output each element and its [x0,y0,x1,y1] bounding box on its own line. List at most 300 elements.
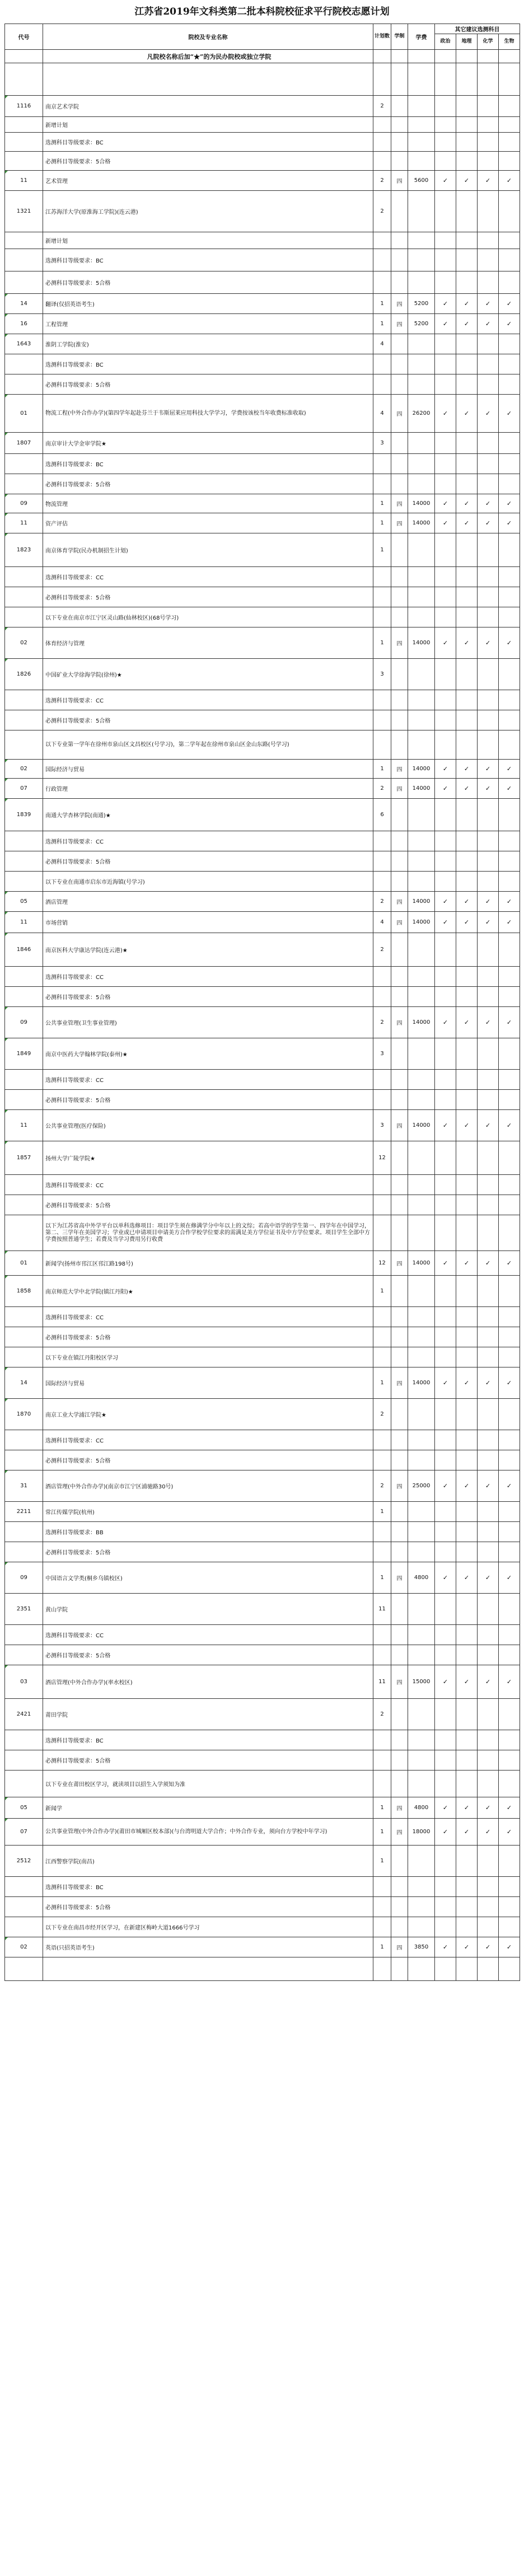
table-row [5,587,520,607]
row-fee: 14000 [408,779,435,799]
row-plan-count [373,1730,391,1750]
row-fee: 14000 [408,760,435,779]
table-row [5,1450,520,1470]
row-subject-check [456,851,478,872]
row-fee [408,1141,435,1175]
table-row [5,454,520,474]
row-length [391,1347,408,1367]
row-code: 1858 [5,1276,43,1307]
row-code: 11 [5,171,43,191]
row-subject-check [435,799,456,831]
row-subject-check [499,659,520,690]
table-row [5,1937,520,1957]
row-subject-check: ✓ [435,1665,456,1699]
row-plan-count: 3 [373,1038,391,1070]
row-length [391,1846,408,1877]
row-name: 南京师范大学中北学院(镇江丹阳)★ [43,1276,373,1307]
row-plan-count: 2 [373,933,391,967]
row-subject-check [456,1276,478,1307]
row-fee: 14000 [408,1367,435,1399]
row-subject-check: ✓ [478,1819,499,1846]
row-fee [408,710,435,730]
row-subject-check [435,1522,456,1542]
row-length [391,1502,408,1522]
row-subject-check [478,1917,499,1937]
row-fee [408,1594,435,1625]
table-row [5,1917,520,1937]
row-subject-check: ✓ [435,395,456,433]
row-plan-count [373,567,391,587]
table-row [5,1347,520,1367]
row-length [391,967,408,987]
row-fee [408,1917,435,1937]
row-subject-check [435,690,456,710]
row-subject-check [499,987,520,1007]
row-fee [408,1897,435,1917]
row-subject-check: ✓ [499,760,520,779]
row-subject-check [478,334,499,354]
row-subject-check [435,1175,456,1195]
row-fee [408,133,435,152]
row-subject-check [478,987,499,1007]
table-row [5,1110,520,1141]
row-plan-count [373,1215,391,1251]
row-subject-check [478,1090,499,1110]
row-length: 四 [391,314,408,334]
row-name: 必测科目等级要求：5合格 [43,1542,373,1562]
row-subject-check [456,710,478,730]
row-fee [408,1625,435,1645]
row-name: 资产评估 [43,513,373,533]
row-subject-check [456,1750,478,1771]
row-subject-check [499,433,520,454]
row-subject-check [456,133,478,152]
row-subject-check [456,1399,478,1430]
row-subject-check: ✓ [456,1110,478,1141]
row-subject-check: ✓ [456,1470,478,1502]
row-plan-count [373,474,391,494]
private-college-note: 凡院校名称后加“★”的为民办院校或独立学院 [43,50,373,63]
row-fee [408,1070,435,1090]
row-subject-check [478,63,499,96]
row-subject-check [499,152,520,171]
row-subject-check [435,1215,456,1251]
row-subject-check [478,271,499,294]
row-name: 选测科目等级要求：CC [43,1307,373,1327]
row-subject-check: ✓ [456,1251,478,1276]
row-length [391,1645,408,1665]
row-length [391,799,408,831]
table-row [5,933,520,967]
row-subject-check [499,1399,520,1430]
table-row [5,912,520,933]
row-length [391,1399,408,1430]
row-subject-check [435,567,456,587]
row-name: 翻译(仅招英语考生) [43,294,373,314]
row-code [5,63,43,96]
row-plan-count: 1 [373,1276,391,1307]
row-plan-count [373,354,391,374]
row-subject-check: ✓ [435,1937,456,1957]
row-subject-check [435,533,456,567]
row-length [391,1897,408,1917]
table-row [5,730,520,760]
table-row [5,1750,520,1771]
row-name: 必测科目等级要求：5合格 [43,1195,373,1215]
row-length [391,1090,408,1110]
row-subject-check: ✓ [499,892,520,912]
table-row [5,1399,520,1430]
row-plan-count: 1 [373,760,391,779]
header-subject-biology: 生物 [499,34,520,50]
row-subject-check [478,1070,499,1090]
row-name: 必测科目等级要求：5合格 [43,1450,373,1470]
row-fee [408,232,435,249]
table-row [5,1070,520,1090]
row-subject-check [456,1877,478,1897]
row-name: 必测科目等级要求：5合格 [43,1750,373,1771]
row-subject-check [478,1846,499,1877]
row-length: 四 [391,1937,408,1957]
row-subject-check [435,152,456,171]
table-row [5,1771,520,1797]
row-fee [408,1399,435,1430]
row-subject-check: ✓ [435,627,456,659]
row-name: 物流管理 [43,494,373,513]
header-subject-geography: 地理 [456,34,478,50]
row-code: 1321 [5,191,43,232]
row-subject-check [435,1502,456,1522]
row-subject-check [499,133,520,152]
row-fee [408,117,435,133]
row-subject-check [435,1347,456,1367]
row-fee [408,1327,435,1347]
row-subject-check [478,799,499,831]
row-fee [408,533,435,567]
table-row [5,1877,520,1897]
row-length [391,1957,408,1981]
row-subject-check [435,933,456,967]
row-subject-check [499,1307,520,1327]
row-name: 必测科目等级要求：5合格 [43,474,373,494]
table-row [5,1276,520,1307]
row-fee [408,354,435,374]
row-subject-check [456,1846,478,1877]
row-subject-check: ✓ [499,314,520,334]
row-subject-check [435,1399,456,1430]
row-subject-check [478,1450,499,1470]
row-name: 选测科目等级要求：BC [43,1730,373,1750]
row-fee: 14000 [408,1251,435,1276]
row-subject-check: ✓ [456,779,478,799]
row-subject-check [456,987,478,1007]
row-subject-check [499,607,520,627]
row-name: 以下专业在南昌市经开区学习，在新建区梅岭大道1666号学习 [43,1917,373,1937]
row-subject-check: ✓ [478,1562,499,1594]
row-name: 选测科目等级要求：BC [43,133,373,152]
row-code: 2211 [5,1502,43,1522]
row-fee [408,191,435,232]
row-fee [408,374,435,395]
row-code [5,249,43,271]
row-code [5,587,43,607]
row-length [391,1327,408,1347]
row-subject-check: ✓ [478,627,499,659]
row-name: 南京工业大学浦江学院★ [43,1399,373,1430]
table-row [5,271,520,294]
row-subject-check [435,1090,456,1110]
row-length: 四 [391,1797,408,1819]
row-fee: 4800 [408,1797,435,1819]
row-plan-count [373,1957,391,1981]
row-fee [408,1542,435,1562]
row-code: 1870 [5,1399,43,1430]
row-name: 选测科目等级要求：CC [43,831,373,851]
row-subject-check: ✓ [456,1819,478,1846]
row-fee [408,1276,435,1307]
row-fee [408,1699,435,1730]
row-subject-check [499,1877,520,1897]
row-length: 四 [391,1367,408,1399]
row-subject-check: ✓ [499,1937,520,1957]
table-row [5,354,520,374]
row-code [5,454,43,474]
row-plan-count [373,1542,391,1562]
plan-table [4,24,520,1981]
row-plan-count [373,63,391,96]
table-row [5,1897,520,1917]
row-subject-check [499,1594,520,1625]
row-subject-check [456,1070,478,1090]
row-name: 以下专业在南通市启东市近海镇(号学习) [43,872,373,892]
row-subject-check [478,1542,499,1562]
table-row [5,1215,520,1251]
row-name: 国际经济与贸易 [43,1367,373,1399]
row-name: 以下专业在南京市江宁区灵山路(仙林校区)(68号学习) [43,607,373,627]
row-name: 南通大学杏林学院(南通)★ [43,799,373,831]
row-subject-check [478,454,499,474]
row-code: 2351 [5,1594,43,1625]
row-plan-count [373,851,391,872]
row-subject-check [456,967,478,987]
table-row [5,1195,520,1215]
row-subject-check [478,1195,499,1215]
row-code: 02 [5,627,43,659]
row-subject-check [499,1276,520,1307]
row-code: 2512 [5,1846,43,1877]
row-plan-count [373,374,391,395]
header-other-subjects: 其它建议选测科目 [435,24,520,34]
row-code: 05 [5,892,43,912]
row-length: 四 [391,779,408,799]
row-subject-check [435,1195,456,1215]
row-name: 新闻学(扬州市邗江区邗江路198号) [43,1251,373,1276]
row-fee [408,799,435,831]
row-subject-check [435,607,456,627]
row-code: 1643 [5,334,43,354]
row-plan-count: 2 [373,1399,391,1430]
row-code [5,967,43,987]
row-name: 选测科目等级要求：BC [43,249,373,271]
row-name: 新闻学 [43,1797,373,1819]
row-subject-check [478,1327,499,1347]
row-code: 09 [5,1562,43,1594]
table-row [5,314,520,334]
row-plan-count: 6 [373,799,391,831]
row-length [391,1750,408,1771]
row-subject-check [478,1877,499,1897]
row-plan-count: 3 [373,659,391,690]
row-code: 2421 [5,1699,43,1730]
row-subject-check [456,1307,478,1327]
row-subject-check [435,334,456,354]
row-plan-count: 1 [373,494,391,513]
table-row [5,987,520,1007]
row-plan-count: 1 [373,294,391,314]
row-subject-check [456,567,478,587]
row-subject-check [435,1699,456,1730]
row-subject-check [435,1430,456,1450]
row-fee [408,1038,435,1070]
row-subject-check [435,1450,456,1470]
table-row [5,474,520,494]
row-length [391,1307,408,1327]
row-length [391,710,408,730]
table-row [5,1327,520,1347]
row-length [391,567,408,587]
table-row [5,494,520,513]
row-code: 07 [5,1819,43,1846]
row-subject-check [499,334,520,354]
row-subject-check [478,1215,499,1251]
row-length [391,659,408,690]
row-code: 14 [5,294,43,314]
row-length: 四 [391,892,408,912]
row-subject-check: ✓ [456,912,478,933]
row-code [5,710,43,730]
row-code: 02 [5,1937,43,1957]
row-subject-check [456,1625,478,1645]
row-subject-check: ✓ [478,1470,499,1502]
row-code [5,1771,43,1797]
row-fee [408,987,435,1007]
row-code: 09 [5,494,43,513]
row-subject-check [456,1195,478,1215]
row-code [5,730,43,760]
header-subject-chemistry: 化学 [478,34,499,50]
table-row [5,1307,520,1327]
row-fee [408,1645,435,1665]
row-subject-check: ✓ [499,1470,520,1502]
table-row [5,659,520,690]
row-subject-check [456,334,478,354]
row-subject-check [499,1215,520,1251]
row-subject-check: ✓ [478,1665,499,1699]
row-subject-check [478,1307,499,1327]
row-code: 1826 [5,659,43,690]
row-subject-check: ✓ [456,494,478,513]
table-row [5,799,520,831]
row-subject-check: ✓ [456,627,478,659]
row-name: 选测科目等级要求：BC [43,454,373,474]
row-fee [408,872,435,892]
row-subject-check [435,1307,456,1327]
row-length [391,271,408,294]
table-row [5,232,520,249]
row-subject-check: ✓ [478,1110,499,1141]
row-code [5,1645,43,1665]
row-subject-check [456,1771,478,1797]
row-name: 中国矿业大学徐海学院(徐州)★ [43,659,373,690]
row-subject-check [456,96,478,117]
row-plan-count [373,1090,391,1110]
row-code [5,1957,43,1981]
row-fee: 14000 [408,494,435,513]
row-code [5,232,43,249]
row-name: 体育经济与管理 [43,627,373,659]
row-subject-check [499,1699,520,1730]
row-name: 扬州大学广陵学院★ [43,1141,373,1175]
row-plan-count [373,1450,391,1470]
row-subject-check: ✓ [478,760,499,779]
row-subject-check [478,249,499,271]
row-name: 必测科目等级要求：5合格 [43,271,373,294]
row-subject-check [478,690,499,710]
row-subject-check [456,191,478,232]
row-fee [408,933,435,967]
row-subject-check [478,1699,499,1730]
row-subject-check: ✓ [478,513,499,533]
row-code: 1857 [5,1141,43,1175]
row-length [391,730,408,760]
row-code [5,1522,43,1542]
table-row [5,1522,520,1542]
row-subject-check [456,1215,478,1251]
row-plan-count: 2 [373,779,391,799]
row-name: 选测科目等级要求：CC [43,1430,373,1450]
row-name: 南京艺术学院 [43,96,373,117]
row-name: 以下专业在镇江丹阳校区学习 [43,1347,373,1367]
row-subject-check: ✓ [499,294,520,314]
row-subject-check [435,63,456,96]
row-fee [408,271,435,294]
row-name: 必测科目等级要求：5合格 [43,1897,373,1917]
row-subject-check [456,63,478,96]
row-subject-check [478,1897,499,1917]
row-plan-count [373,1347,391,1367]
row-fee: 14000 [408,513,435,533]
row-code: 11 [5,513,43,533]
row-plan-count [373,152,391,171]
row-code [5,1750,43,1771]
row-plan-count: 4 [373,334,391,354]
row-subject-check [499,1625,520,1645]
row-subject-check: ✓ [499,513,520,533]
row-subject-check [435,1897,456,1917]
row-name: 常江传媒学院(杭州) [43,1502,373,1522]
table-row [5,967,520,987]
row-length [391,1699,408,1730]
row-code [5,1877,43,1897]
row-subject-check [499,474,520,494]
row-name: 以下专业第一学年在徐州市泉山区文昌校区(号学习)，第二学年起在徐州市泉山区金山东路(号学习) [43,730,373,760]
row-subject-check: ✓ [478,779,499,799]
row-subject-check: ✓ [478,912,499,933]
header-plan: 计划数 [373,24,391,50]
row-subject-check: ✓ [435,779,456,799]
table-row [5,1699,520,1730]
row-code: 1823 [5,533,43,567]
